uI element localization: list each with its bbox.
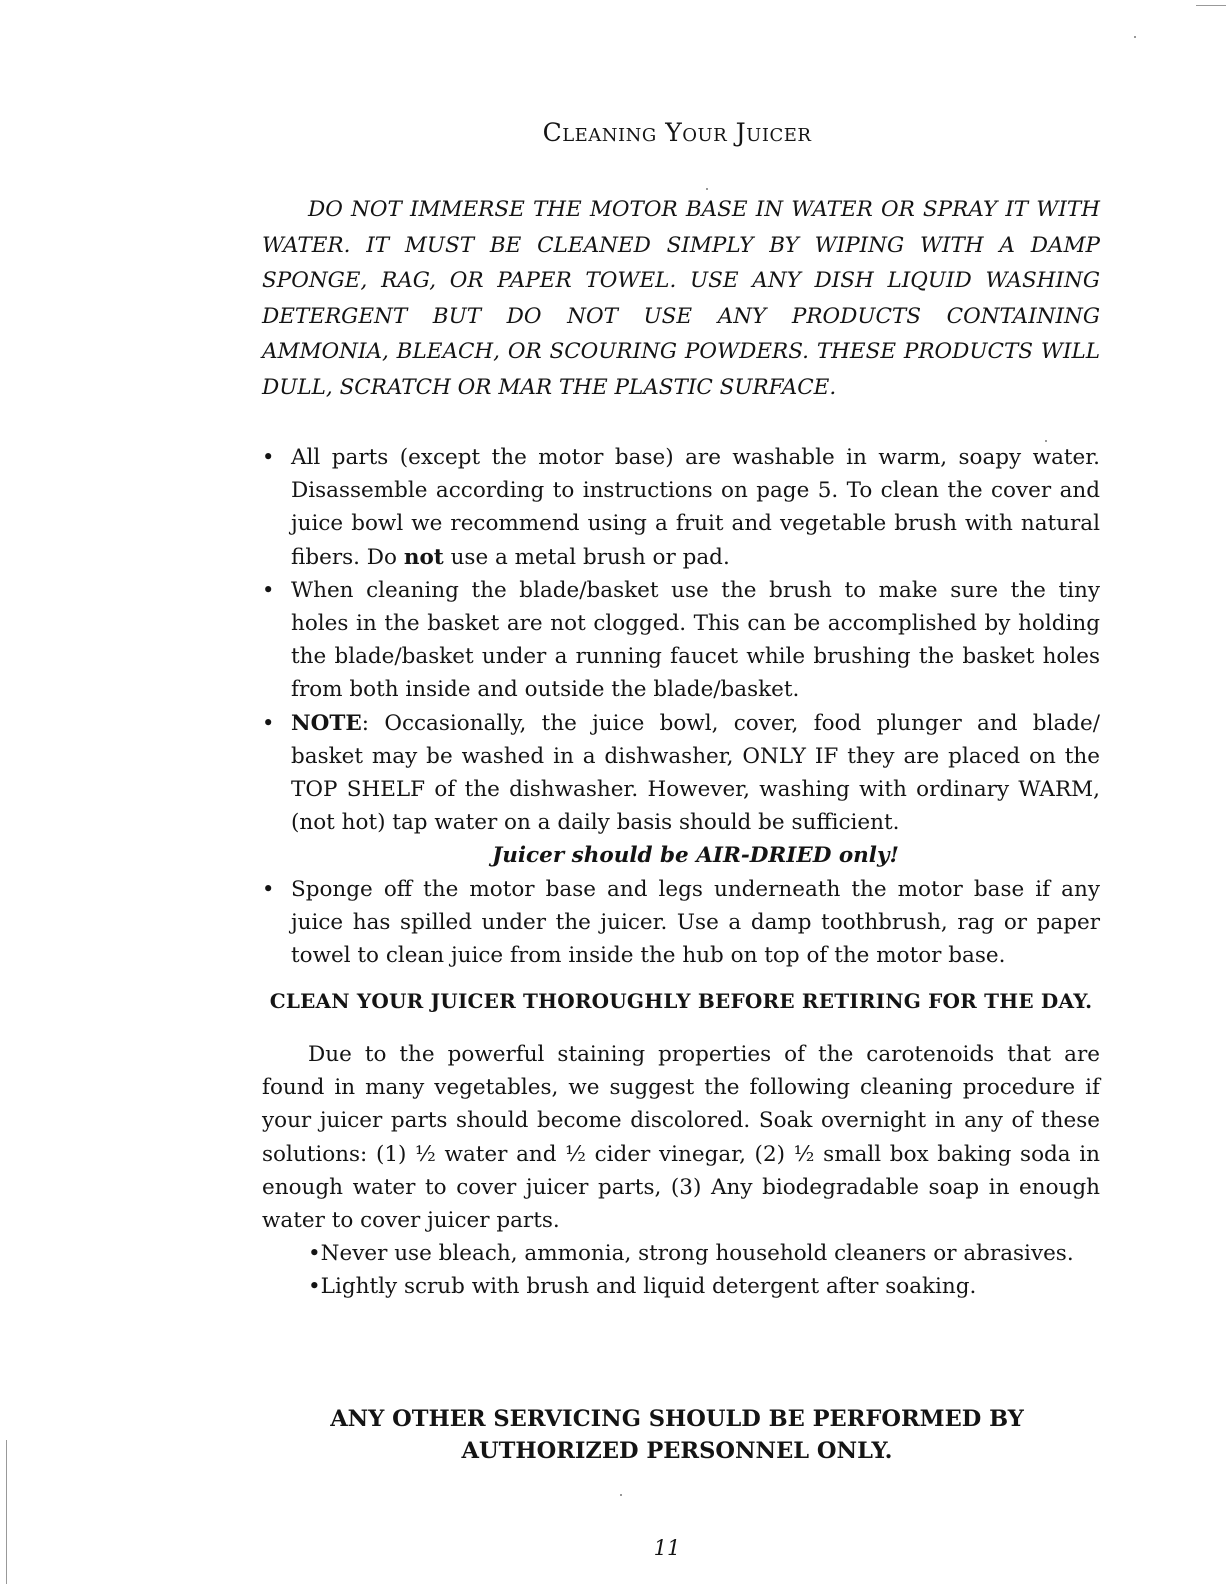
stain-removal-paragraph: Due to the powerful staining properties of the carotenoids that are found in many vegetables, we suggest the following cleaning procedure if your juicer parts should become discolored. Soak overnight in any of these solutions: (1) ½ water and ½ cider vinegar, (2) ½ small box baking soda in enough water to cover juicer parts, (3) Any biodegradable soap in enough water to cover juicer parts. [262, 1042, 1100, 1234]
list-item [262, 873, 1100, 973]
scan-speck [706, 188, 708, 190]
list-item [262, 441, 1100, 574]
bullet-text: All parts (except the motor base) are washable in warm, soapy water. Disassemble according to instructions on page 5. To clean the cover and juice bowl we recommend using a fruit and vegetable brush with natural fibers. Do [291, 445, 1100, 570]
bullet-icon: • [262, 710, 275, 735]
list-item: •Lightly scrub with brush and liquid detergent after soaking. [308, 1274, 977, 1300]
servicing-notice [0, 1403, 1229, 1467]
emphasis-text: not [403, 544, 444, 570]
servicing-notice-line: AUTHORIZED PERSONNEL ONLY. [461, 1438, 893, 1464]
bullet-text-end: use a metal brush or pad. [443, 544, 730, 570]
scan-speck [1134, 36, 1136, 38]
scan-speck [620, 1494, 622, 1496]
list-item [262, 707, 1100, 873]
soaking-tips-list [308, 1237, 1108, 1303]
page-number: 11 [653, 1536, 681, 1560]
scan-edge-line [6, 1440, 7, 1584]
bullet-icon: • [262, 445, 275, 469]
scan-edge-line [1196, 5, 1226, 6]
bullet-text: Sponge off the motor base and legs underneath the motor base if any juice has spilled under the juicer. Use a damp toothbrush, rag or paper towel to clean juice from inside the hub on top of the motor base. [291, 876, 1100, 969]
cleaning-instructions-list [262, 441, 1100, 972]
servicing-notice-line: ANY OTHER SERVICING SHOULD BE PERFORMED BY [330, 1406, 1024, 1432]
list-item: •Never use bleach, ammonia, strong household cleaners or abrasives. [308, 1241, 1074, 1266]
list-item [262, 574, 1100, 707]
page-title: Cleaning Your Juicer [542, 118, 812, 147]
note-label: NOTE [291, 710, 362, 736]
warning-paragraph: DO NOT IMMERSE THE MOTOR BASE IN WATER OR SPRAY IT WITH WATER. IT MUST BE CLEANED SIMPLY BY WIPING WITH A DAMP SPONGE, RAG, OR PAPER TOWEL. USE ANY DISH LIQUID WASHING DETERGENT BUT DO NOT USE ANY PRODUCTS CONTAINING AMMONIA, BLEACH, OR SCOURING POWDERS. THESE PRODUCTS WILL DULL, SCRATCH OR MAR THE PLASTIC SURFACE. [262, 197, 1100, 400]
scan-speck [1045, 440, 1047, 442]
bullet-icon: • [262, 577, 275, 602]
bullet-text: When cleaning the blade/basket use the brush to make sure the tiny holes in the basket are not clogged. This can be accomplished by holding the blade/basket under a running faucet while brushing the basket holes from both inside and outside the blade/basket. [291, 577, 1100, 703]
bullet-text: : Occasionally, the juice bowl, cover, food plunger and blade/ basket may be washed in a dishwasher, ONLY IF they are placed on the TOP SHELF of the dishwasher. However, washing with ordinary WARM, (not hot) tap water on a daily basis should be sufficient. [291, 710, 1100, 836]
daily-cleaning-notice: CLEAN YOUR JUICER THOROUGHLY BEFORE RETIRING FOR THE DAY. [269, 989, 1093, 1013]
bullet-icon: • [262, 876, 275, 901]
air-dry-note: Juicer should be AIR-DRIED only! [492, 843, 899, 869]
